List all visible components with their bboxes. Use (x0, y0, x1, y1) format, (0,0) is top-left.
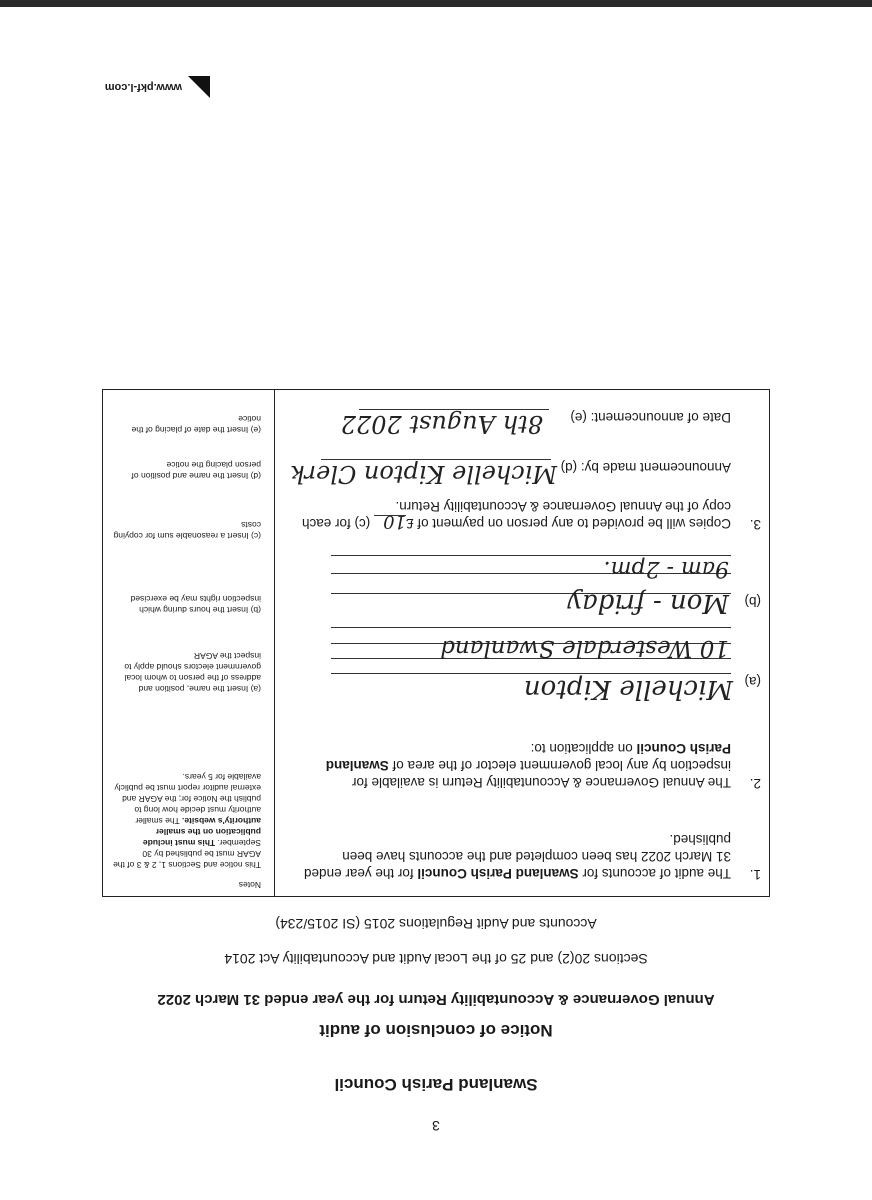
announcement-made-by-label: Announcement made by: (d) (560, 460, 731, 475)
answer-line (331, 627, 731, 628)
council-name: Swanland Parish Council (334, 1075, 538, 1094)
handwritten-contact-address: 10 Westerdale Swanland (440, 635, 729, 661)
handwritten-hours-days: Mon - friday (567, 588, 729, 618)
legislation-sections: Sections 20(2) and 25 of the Local Audit and Accountability Act 2014 (224, 951, 648, 967)
pkf-logo (105, 76, 210, 98)
announcement-date-label: Date of announcement: (e) (570, 410, 731, 425)
website-url: www.pkf-l.com (104, 81, 182, 93)
notice-box (102, 389, 770, 897)
handwritten-hours-times: 9am - 2pm. (603, 556, 729, 581)
label-a: (a) (744, 674, 761, 689)
note-c: (c) Insert a reasonable sum for copying costs (113, 520, 261, 541)
cost-blank (374, 511, 407, 532)
item-3-text: Copies will be provided to any person on payment of £10 (c) for each copy of the Annual Governance & Accountability Return. (302, 499, 731, 532)
regulations-reference: Accounts and Audit Regulations 2015 (SI 2015/234) (275, 916, 597, 932)
note-publication: This notice and Sections 1, 2 & 3 of the AGAR must be published by 30 September. This must include publication on the smaller authority's website. The smaller authority must decide how long to publish the Notice for; the AGAR and external auditor report must be publicly available for 5 years. (113, 772, 261, 870)
note-b: (b) Insert the hours during which inspection rights may be exercised (130, 594, 261, 615)
handwritten-announcer: Michelle Kipton Clerk (290, 460, 557, 488)
item-1-number: 1. (749, 867, 761, 882)
note-d: (d) Insert the name and position of person placing the notice (131, 460, 261, 481)
council-name-inline: Swanland Parish Council (417, 866, 579, 881)
item-2-text: The Annual Governance & Accountability Return is available for inspection by any local government elector of the area of Swanland Parish Council on application to: (325, 741, 731, 790)
notice-subtitle: Annual Governance & Accountability Return for the year ended 31 March 2022 (157, 991, 715, 1008)
handwritten-contact-name: Michelle Kipton (523, 674, 733, 704)
pkf-logo-mark-icon (188, 76, 210, 98)
page-number: 3 (432, 1118, 440, 1134)
label-b: (b) (744, 594, 761, 609)
item-1-text: The audit of accounts for Swanland Parish Council for the year ended 31 March 2022 has been completed and the accounts have been published. (304, 832, 731, 881)
note-e: (e) Insert the date of placing of the notice (131, 414, 261, 435)
item-3-number: 3. (749, 517, 761, 532)
note-a: (a) Insert the name, position and address of the person to whom local government electors should apply to inspect the AGAR (124, 651, 261, 694)
handwritten-copy-cost: 10 (383, 511, 407, 532)
notice-title: Notice of conclusion of audit (319, 1021, 553, 1040)
notes-column-divider (274, 390, 275, 896)
handwritten-date: 8th August 2022 (340, 410, 543, 438)
item-2-number: 2. (749, 776, 761, 791)
notes-header: Notes (238, 880, 261, 890)
